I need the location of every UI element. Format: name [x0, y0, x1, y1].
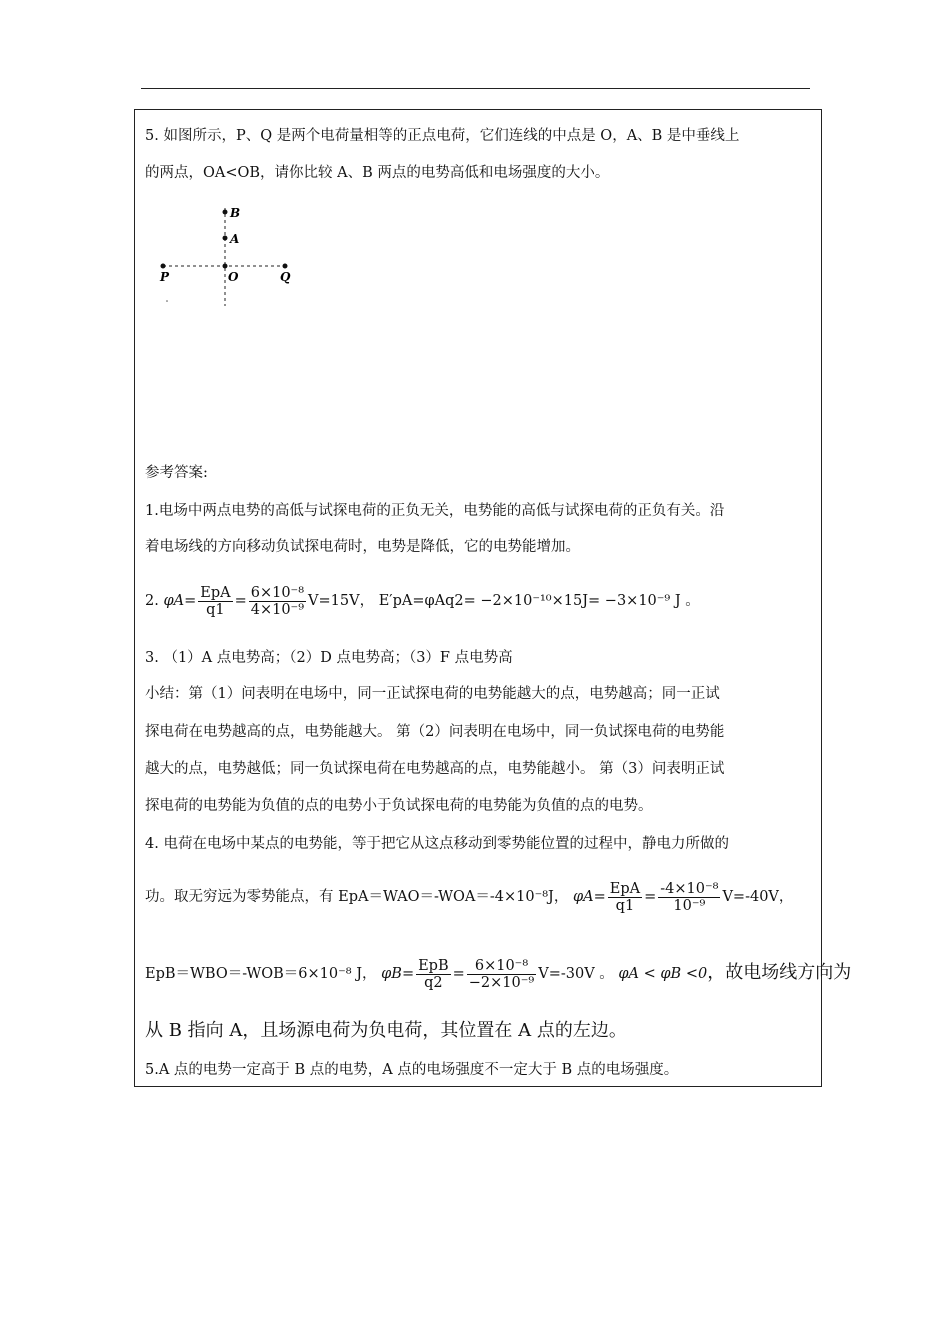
answer-1-line-1: 1.电场中两点电势的高低与试探电荷的正负无关，电势能的高低与试探电荷的正负有关。沿: [145, 503, 725, 519]
answer-2-result-1: V=15V，: [308, 593, 375, 609]
fraction-epa-q1: [608, 881, 642, 914]
summary-line-3: 越大的点，电势越低；同一负试探电荷在电势越高的点，电势能越小。 第（3）问表明正试: [145, 761, 725, 777]
answer-4-line-2: 功。取无穷远为零势能点，有 EpA＝WAO＝-WOA＝-4×10⁻⁸J， φA= $\frac{\text{EpA}}{q1}$ = $\frac{\text{-4×10⁻⁸}}{\text{10⁻⁹}}$ V=-40V，: [145, 880, 794, 914]
label-a: A: [230, 232, 240, 246]
answer-4-line-3: EpB＝WBO＝-WOB＝6×10⁻⁸ J， φB= $\frac{\text{EpB}}{q2}$ = $\frac{\text{6×10⁻⁸}}{\text{−2×10⁻⁹}}$ V=-30V 。 φA < φB <0，故电场线方向为: [145, 957, 852, 991]
point-p: [161, 264, 166, 269]
answer-2-line: 2. φA= $\frac{\text{EpA}}{q1}$ = $\frac{\text{6×10⁻⁸}}{\text{4×10⁻⁹}}$ V=15V， E′pA=φAq2= −2×10⁻¹⁰×15J= −3×10⁻⁹ J 。: [145, 584, 700, 618]
fraction-values-2: [249, 585, 306, 618]
fraction-numerator: 6×10⁻⁸: [250, 584, 305, 601]
fraction-numerator: EpB: [418, 957, 449, 974]
label-b: B: [230, 206, 241, 220]
fraction-numerator: EpA: [200, 584, 231, 601]
answer-2-prefix: 2.: [145, 593, 159, 609]
summary-line-4: 探电荷的电势能为负值的点的电势小于负试探电荷的电势能为负值的点的电势。: [145, 798, 653, 814]
stray-dot: [166, 300, 168, 302]
fraction-denominator: q1: [206, 601, 225, 618]
question-line-1: 5. 如图所示，P、Q 是两个电荷量相等的正点电荷，它们连线的中点是 O，A、B 是中垂线上: [145, 128, 740, 144]
point-o: [223, 264, 228, 269]
potential-inequality: φA < φB <0: [618, 966, 708, 982]
charge-diagram: [150, 200, 300, 310]
fraction-denominator: −2×10⁻⁹: [468, 974, 535, 991]
answer-3: 3. （1）A 点电势高；（2）D 点电势高；（3）F 点电势高: [145, 650, 513, 666]
answer-4-line-2-prefix: 功。取无穷远为零势能点，有 EpA＝WAO＝-WOA＝-4×10⁻⁸J，: [145, 889, 569, 905]
point-a: [223, 236, 228, 241]
summary-line-1: 小结：第（1）问表明在电场中，同一正试探电荷的电势能越大的点，电势越高；同一正试: [145, 686, 720, 702]
answer-heading: 参考答案:: [145, 465, 208, 481]
answer-5: 5.A 点的电势一定高于 B 点的电势，A 点的电场强度不一定大于 B 点的电场强度。: [145, 1062, 679, 1078]
answer-4-line-3-prefix: EpB＝WBO＝-WOB＝6×10⁻⁸ J，: [145, 966, 377, 982]
phi-b-symbol: φB: [381, 966, 402, 982]
fraction-epb-q2: [416, 958, 451, 991]
fraction-denominator: 4×10⁻⁹: [250, 601, 305, 618]
fraction-numerator: -4×10⁻⁸: [660, 880, 719, 897]
question-line-2: 的两点，OA<OB，请你比较 A、B 两点的电势高低和电场强度的大小。: [145, 165, 610, 181]
fraction-epa-q1: [198, 585, 232, 618]
fraction-denominator: q1: [615, 897, 635, 914]
answer-4-line-1: 4. 电荷在电场中某点的电势能，等于把它从这点移动到零势能位置的过程中，静电力所做的: [145, 836, 729, 852]
fraction-numerator: 6×10⁻⁸: [467, 958, 536, 975]
answer-1-line-2: 着电场线的方向移动负试探电荷时，电势是降低，它的电势能增加。: [145, 539, 580, 555]
fraction-numerator: EpA: [609, 880, 641, 897]
point-b: [223, 210, 228, 215]
answer-2-result-2: = −2×10⁻¹⁰×15J= −3×10⁻⁹ J 。: [463, 593, 700, 609]
summary-line-2: 探电荷在电势越高的点，电势能越大。 第（2）问表明在电场中，同一负试探电荷的电势能: [145, 724, 725, 740]
label-o: O: [228, 270, 239, 284]
header-rule: [141, 88, 810, 89]
answer-4-line-4: 从 B 指向 A，且场源电荷为负电荷，其位置在 A 点的左边。: [145, 1020, 627, 1041]
answer-4-line-3-suffix: ，故电场线方向为: [707, 962, 852, 983]
answer-4-line-3-result: V=-30V 。: [538, 966, 614, 982]
ep-prime-expression: E′pA=φAq2: [378, 593, 464, 609]
phi-a-symbol: φA: [163, 593, 185, 609]
answer-4-line-2-result: V=-40V，: [722, 889, 794, 905]
fraction-values-4a: [658, 881, 720, 914]
phi-a-symbol: φA: [572, 889, 594, 905]
label-q: Q: [280, 270, 291, 284]
label-p: P: [160, 270, 170, 284]
fraction-values-4b: [467, 958, 536, 991]
fraction-denominator: q2: [424, 974, 443, 991]
fraction-denominator: 10⁻⁹: [673, 897, 706, 914]
point-q: [283, 264, 288, 269]
